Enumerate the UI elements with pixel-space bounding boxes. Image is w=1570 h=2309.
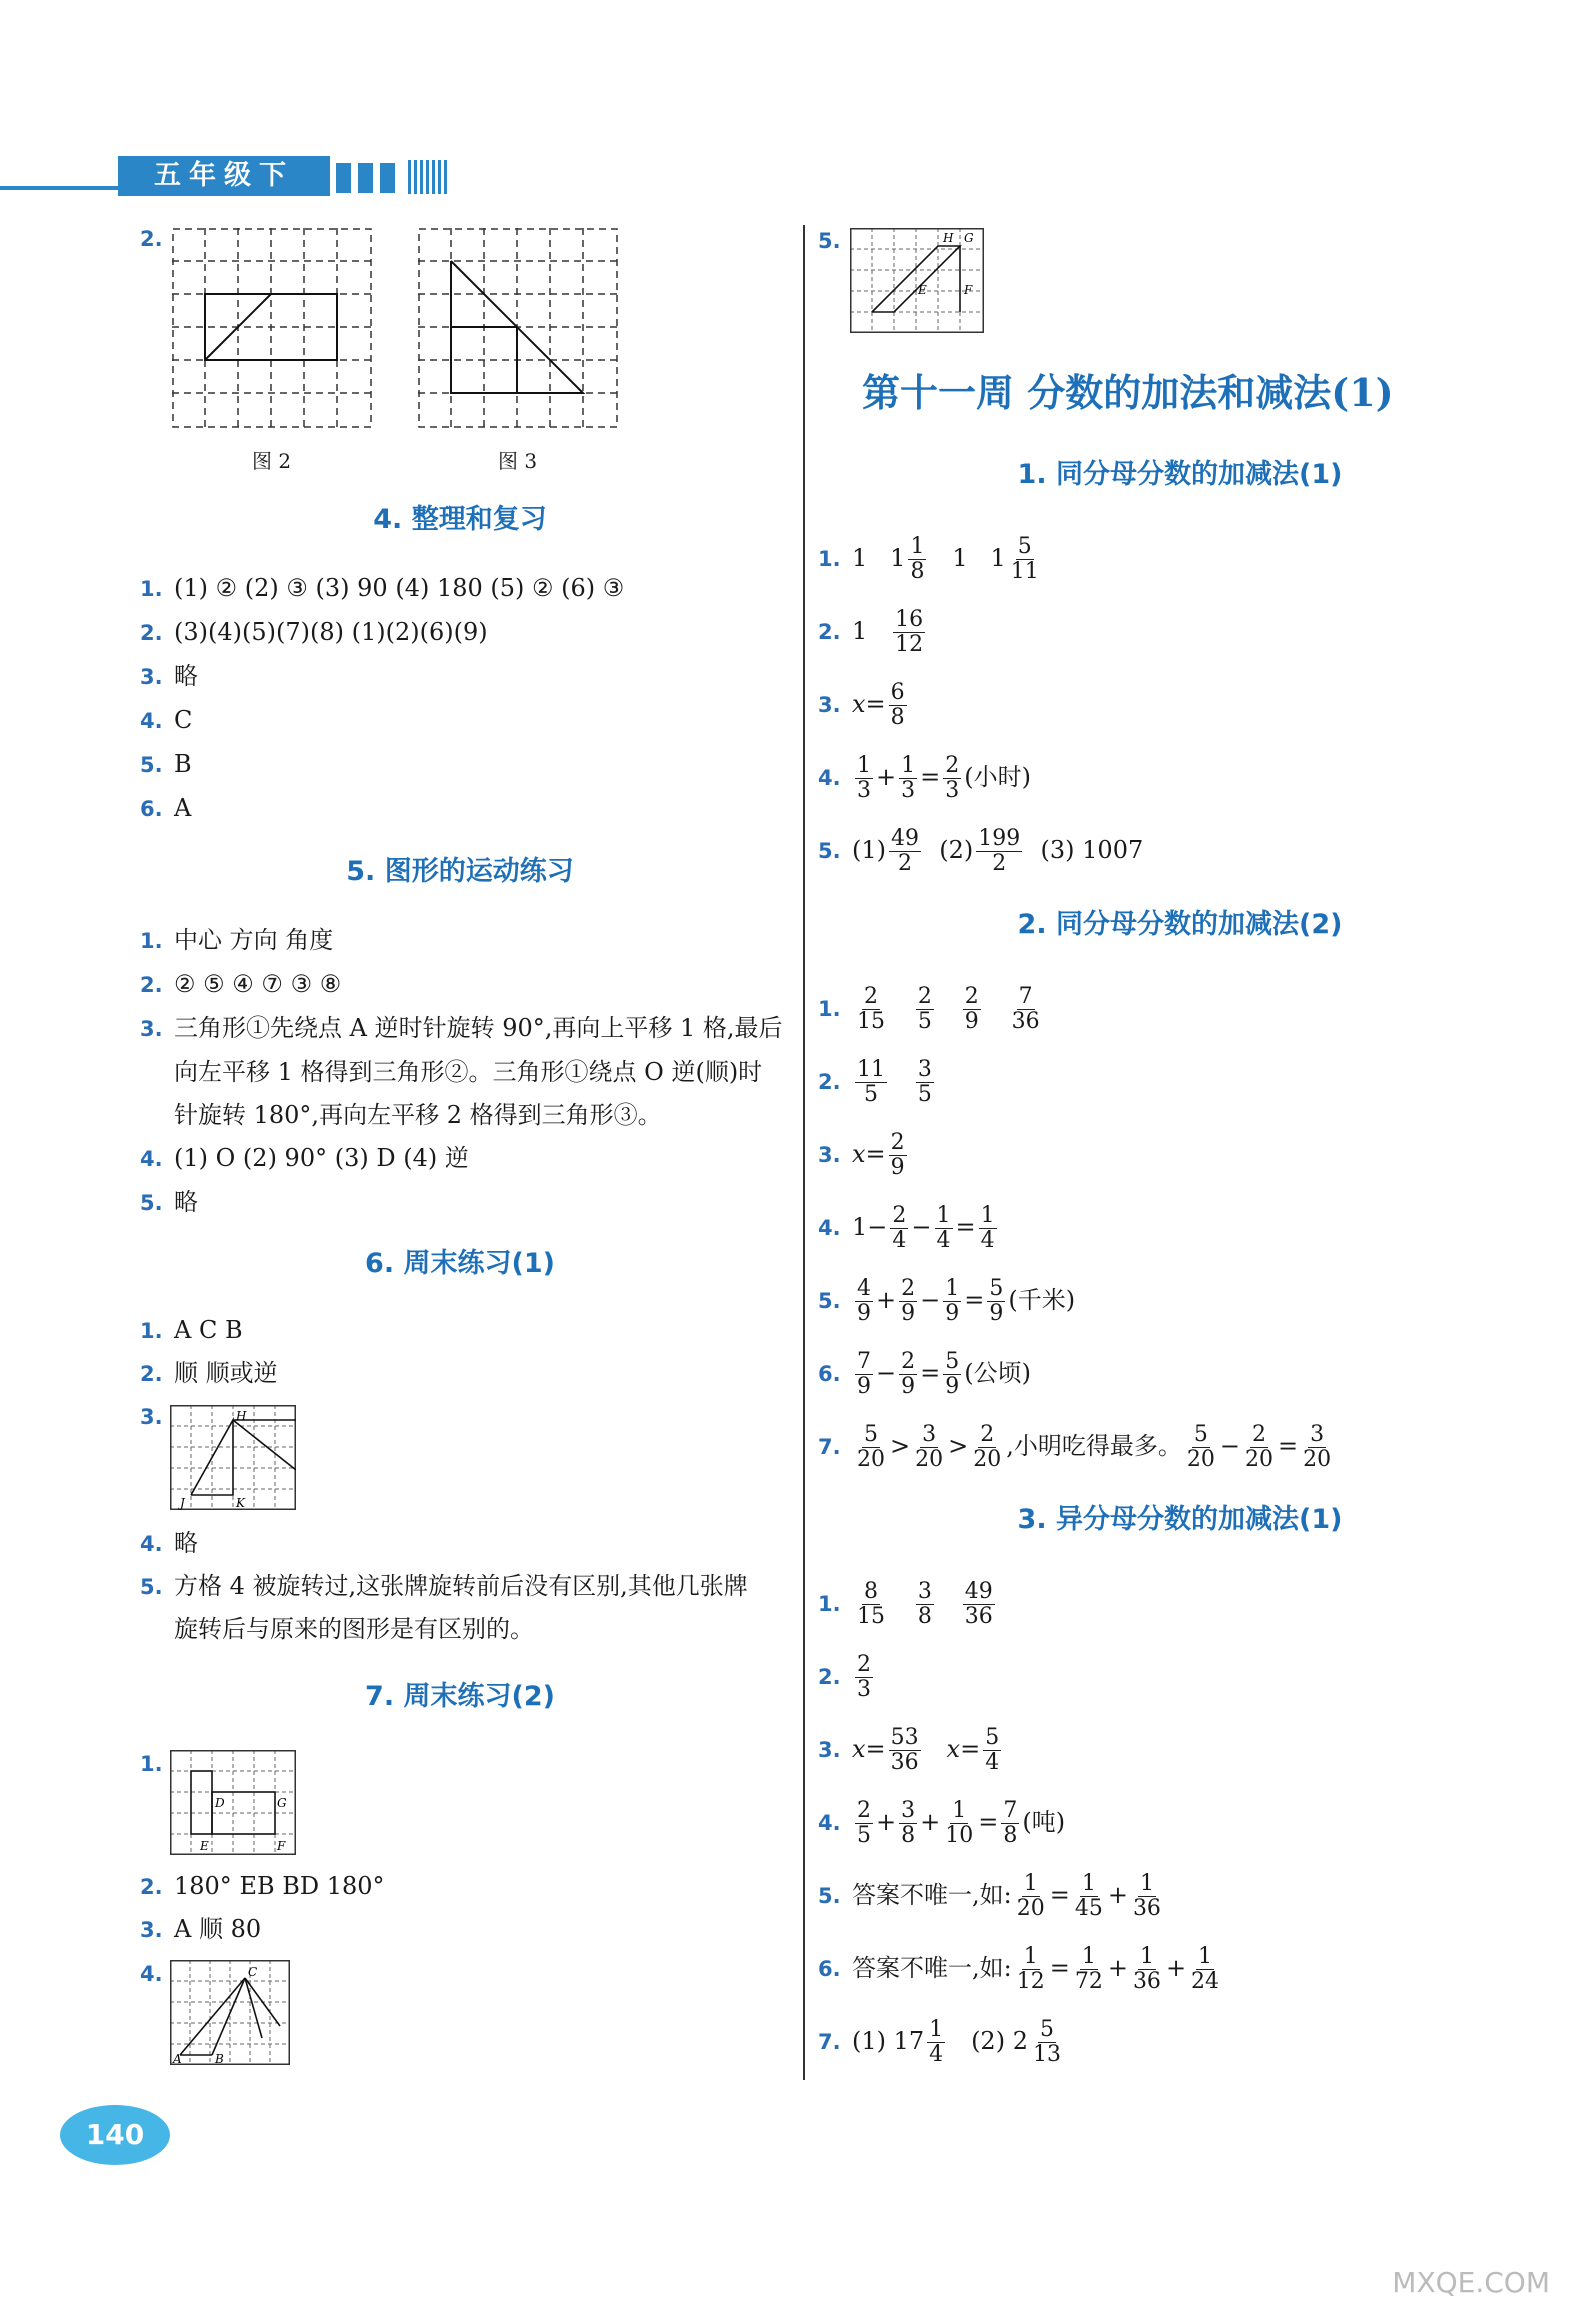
r2-q5: 5. $\frac{4}{9}$ + $\frac{2}{9}$ − $\frac{1}{9}$ = $\frac{5}{9}$ (千米) bbox=[818, 1276, 1076, 1326]
list-item: 6. A bbox=[140, 794, 192, 822]
r3-q3: 3. x= $\frac{53}{36}$ x= $\frac{5}{4}$ bbox=[818, 1725, 1000, 1775]
list-item: 5. 略 bbox=[140, 1188, 198, 1216]
label-b: B bbox=[215, 2052, 224, 2065]
figure-3-caption: 图 3 bbox=[498, 449, 538, 473]
label-g: G bbox=[964, 231, 974, 245]
figure-r5-grid bbox=[850, 228, 984, 333]
header-stripes bbox=[408, 160, 448, 194]
list-item: 1. bbox=[140, 1752, 163, 1776]
figure-s7-1 bbox=[170, 1750, 296, 1855]
figure-3-grid bbox=[418, 228, 618, 428]
r2-q7: 7. $\frac{5}{20}$ > $\frac{3}{20}$ > $\frac{2}{20}$ ,小明吃得最多。 $\frac{5}{20}$ − $\frac{2}{20}$ = $\frac{3}{20}$ bbox=[818, 1422, 1332, 1472]
r1-q2: 2. 1 $\frac{16}{12}$ bbox=[818, 607, 924, 657]
r1-q3: 3. x= $\frac{6}{8}$ bbox=[818, 680, 905, 730]
r1-q1: 1. 1 1 $\frac{1}{8}$ 1 1 $\frac{5}{11}$ bbox=[818, 534, 1039, 584]
label-f: F bbox=[964, 283, 973, 297]
figure-2-caption: 图 2 bbox=[252, 449, 292, 473]
list-item: 针旋转 180°,再向左平移 2 格得到三角形③。 bbox=[174, 1101, 662, 1129]
list-item: 5. B bbox=[140, 750, 192, 778]
list-item: 1. 中心 方向 角度 bbox=[140, 926, 334, 954]
label-e: E bbox=[200, 1839, 209, 1853]
section-4-title: 4. 整理和复习 bbox=[373, 504, 547, 535]
section-r3-title: 3. 异分母分数的加减法(1) bbox=[1017, 1504, 1343, 1535]
figure-s7-1-grid bbox=[170, 1750, 296, 1855]
list-item: 4. bbox=[140, 1962, 163, 1986]
list-item: 3. 三角形①先绕点 A 逆时针旋转 90°,再向上平移 1 格,最后 bbox=[140, 1014, 783, 1042]
r3-q7: 7. (1) 17 $\frac{1}{4}$ (2) 2 $\frac{5}{13}$ bbox=[818, 2017, 1061, 2067]
section-6-title: 6. 周末练习(1) bbox=[365, 1248, 555, 1279]
figure-2-grid bbox=[172, 228, 372, 428]
list-item: 5. 方格 4 被旋转过,这张牌旋转前后没有区别,其他几张牌 bbox=[140, 1572, 748, 1600]
figure-s6-3 bbox=[170, 1405, 296, 1510]
section-5-title: 5. 图形的运动练习 bbox=[346, 856, 574, 887]
label-a: A bbox=[173, 2052, 182, 2065]
section-r1-title: 1. 同分母分数的加减法(1) bbox=[1017, 459, 1343, 490]
list-item: 4. 略 bbox=[140, 1529, 198, 1557]
list-item: 4. C bbox=[140, 706, 193, 734]
r1-q5: 5. (1) $\frac{49}{2}$ (2) $\frac{199}{2}$ (3) 1007 bbox=[818, 826, 1144, 876]
section-5-list bbox=[140, 922, 783, 1221]
r3-q5: 5. 答案不唯一,如: $\frac{1}{20}$ = $\frac{1}{45}$ + $\frac{1}{36}$ bbox=[818, 1871, 1161, 1921]
header-square-1 bbox=[336, 163, 351, 193]
label-f: F bbox=[277, 1839, 286, 1853]
r1-q4: 4. $\frac{1}{3}$ + $\frac{1}{3}$ = $\frac{2}{3}$ (小时) bbox=[818, 753, 1031, 803]
r3-q4: 4. $\frac{2}{5}$ + $\frac{3}{8}$ + $\frac{1}{10}$ = $\frac{7}{8}$ (吨) bbox=[818, 1798, 1066, 1848]
list-item: 5. bbox=[818, 229, 841, 253]
header-square-3 bbox=[380, 163, 395, 193]
r2-q3: 3. x= $\frac{2}{9}$ bbox=[818, 1130, 905, 1180]
list-item: 2. (3)(4)(5)(7)(8) (1)(2)(6)(9) bbox=[140, 618, 488, 646]
r2-q6: 6. $\frac{7}{9}$ − $\frac{2}{9}$ = $\frac{5}{9}$ (公顷) bbox=[818, 1349, 1031, 1399]
section-r2-title: 2. 同分母分数的加减法(2) bbox=[1017, 909, 1343, 940]
label-e: E bbox=[918, 283, 927, 297]
section-7-title: 7. 周末练习(2) bbox=[365, 1681, 555, 1712]
r3-q2: 2. $\frac{2}{3}$ bbox=[818, 1652, 871, 1702]
r3-q1: 1. $\frac{8}{15}$ $\frac{3}{8}$ $\frac{49}{36}$ bbox=[818, 1579, 993, 1629]
list-item: 向左平移 1 格得到三角形②。三角形①绕点 O 逆(顺)时 bbox=[174, 1058, 763, 1086]
fig-item-number: 2. bbox=[140, 227, 163, 251]
column-divider bbox=[803, 225, 805, 2080]
figure-s7-4-grid bbox=[170, 1960, 290, 2065]
label-h: H bbox=[943, 231, 954, 245]
label-h: H bbox=[236, 1409, 247, 1423]
r2-q2: 2. $\frac{11}{5}$ $\frac{3}{5}$ bbox=[818, 1057, 932, 1107]
figure-s6-3-grid bbox=[170, 1405, 296, 1510]
list-item: 2. ② ⑤ ④ ⑦ ③ ⑧ bbox=[140, 970, 342, 998]
label-k: K bbox=[236, 1496, 245, 1510]
list-item: 3. 略 bbox=[140, 662, 198, 690]
page-number: 140 bbox=[60, 2105, 170, 2165]
list-item-continued: 旋转后与原来的图形是有区别的。 bbox=[174, 1615, 534, 1643]
grade-label: 五年级下 bbox=[118, 156, 330, 196]
r2-q1: 1. $\frac{2}{15}$ $\frac{2}{5}$ $\frac{2}{9}$ $\frac{7}{36}$ bbox=[818, 984, 1040, 1034]
label-j: J bbox=[180, 1496, 185, 1510]
r2-q4: 4. 1− $\frac{2}{4}$ − $\frac{1}{4}$ = $\frac{1}{4}$ bbox=[818, 1203, 995, 1253]
list-item: 4. (1) O (2) 90° (3) D (4) 逆 bbox=[140, 1144, 469, 1172]
section-4-list bbox=[140, 570, 624, 827]
list-item: 2. 180° EB BD 180° bbox=[140, 1872, 385, 1900]
figure-r5 bbox=[850, 228, 984, 333]
list-item: 1. A C B bbox=[140, 1316, 243, 1344]
list-item: 3. A 顺 80 bbox=[140, 1915, 262, 1943]
figure-2 bbox=[172, 228, 372, 428]
watermark: MXQE.COM bbox=[1392, 2266, 1550, 2299]
list-item: 3. bbox=[140, 1405, 163, 1429]
list-item: 1. (1) ② (2) ③ (3) 90 (4) 180 (5) ② (6) ③ bbox=[140, 574, 625, 602]
label-d: D bbox=[215, 1796, 225, 1810]
figure-3 bbox=[418, 228, 618, 428]
label-g: G bbox=[277, 1796, 287, 1810]
list-item: 2. 顺 顺或逆 bbox=[140, 1359, 278, 1387]
figure-s7-4 bbox=[170, 1960, 290, 2065]
header-square-2 bbox=[358, 163, 373, 193]
week-title: 第十一周 分数的加法和减法(1) bbox=[862, 370, 1394, 415]
label-c: C bbox=[248, 1965, 258, 1979]
r3-q6: 6. 答案不唯一,如: $\frac{1}{12}$ = $\frac{1}{72}$ + $\frac{1}{36}$ + $\frac{1}{24}$ bbox=[818, 1944, 1220, 1994]
